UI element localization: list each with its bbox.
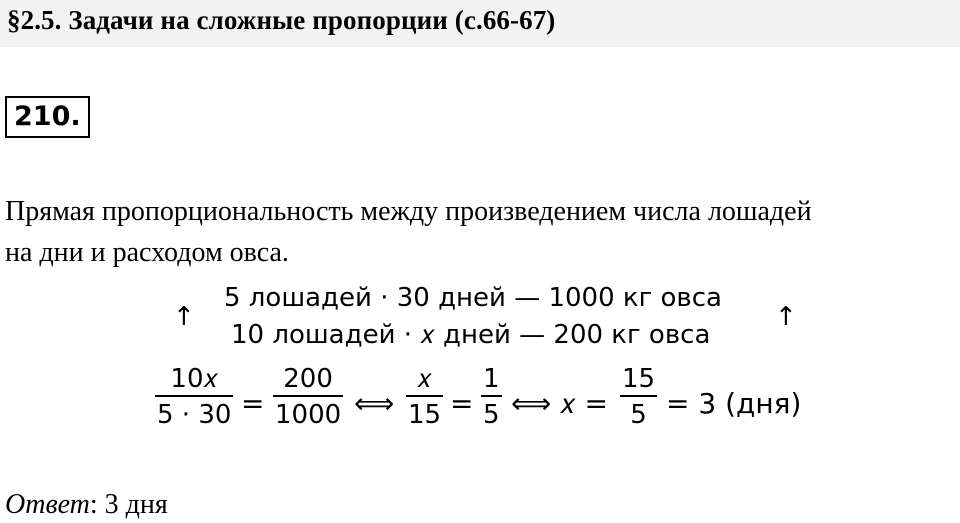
arrow-up-left-icon: ↑ xyxy=(173,302,195,332)
fraction-5-denominator: 5 xyxy=(630,400,647,430)
problem-number: 210. xyxy=(5,96,90,138)
fraction-4-denominator: 5 xyxy=(483,400,500,430)
paragraph-line-2: на дни и расходом овса. xyxy=(5,237,289,268)
equals-1: = xyxy=(241,387,265,420)
answer-label: Ответ xyxy=(5,489,90,520)
fraction-4 xyxy=(481,363,502,433)
result: = 3 (дня) xyxy=(666,387,802,420)
answer-text: : 3 дня xyxy=(89,489,168,520)
fraction-5 xyxy=(620,363,657,433)
answer xyxy=(5,489,168,521)
paragraph-line-1: Прямая пропорциональность между произведением числа лошадей xyxy=(5,196,812,227)
iff-2: ⟺ xyxy=(511,387,552,420)
fraction-3-numerator: 𝑥 xyxy=(417,364,432,394)
fraction-5-numerator: 15 xyxy=(622,364,656,394)
fraction-3-denominator: 15 xyxy=(408,400,442,430)
fraction-4-numerator: 1 xyxy=(483,364,500,394)
section-title: §2.5. Задачи на сложные пропорции (с.66-67) xyxy=(7,5,556,35)
section-header xyxy=(0,0,960,47)
fraction-2 xyxy=(273,363,343,433)
fraction-2-numerator: 200 xyxy=(283,364,333,394)
fraction-1 xyxy=(155,363,233,433)
relation-row-2: 10 лошадей · 𝑥 дней — 200 кг овса xyxy=(231,320,711,350)
fraction-1-denominator: 5 · 30 xyxy=(157,400,232,430)
fraction-1-numerator: 10𝑥 xyxy=(170,364,218,394)
fraction-2-denominator: 1000 xyxy=(275,400,342,430)
fraction-3 xyxy=(406,363,443,433)
x-equals: 𝑥 = xyxy=(560,387,608,420)
iff-1: ⟺ xyxy=(354,387,395,420)
equals-2: = xyxy=(450,387,474,420)
arrow-up-right-icon: ↑ xyxy=(775,302,797,332)
relation-row-1: 5 лошадей · 30 дней — 1000 кг овса xyxy=(224,283,722,313)
